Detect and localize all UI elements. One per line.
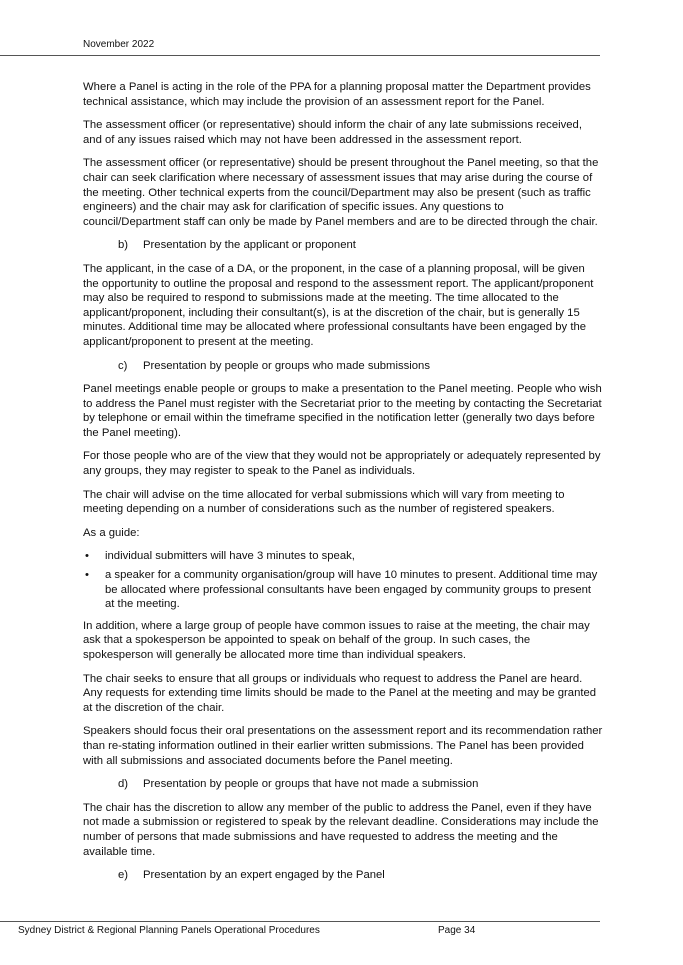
- bullet-icon: •: [85, 550, 89, 563]
- paragraph: The assessment officer (or representative) should inform the chair of any late submissions received, and of any issues raised which may not have been addressed in the assessment report.: [83, 119, 582, 146]
- paragraph: In addition, where a large group of people have common issues to raise at the meeting, the chair may ask that a spokesperson be appointed to speak on behalf of the group. In such cases, the spokesperson will generally be allocated more time than individual speakers.: [83, 619, 590, 661]
- header-date: November 2022: [83, 39, 155, 50]
- bullet-icon: •: [85, 569, 89, 582]
- document-body: [83, 80, 603, 892]
- subheading-letter: d): [118, 778, 129, 791]
- paragraph: For those people who are of the view that they would not be appropriately or adequately represented by any groups, they may register to speak to the Panel as individuals.: [83, 450, 601, 478]
- paragraph: The chair will advise on the time allocated for verbal submissions which will vary from meeting to meeting depending on a number of considerations such as the number of registered speakers.: [83, 488, 565, 516]
- subheading-text: Presentation by people or groups that have not made a submission: [143, 778, 479, 791]
- subheading-b: [83, 238, 603, 253]
- footer-title: Sydney District & Regional Planning Panels Operational Procedures: [18, 925, 320, 936]
- subheading-text: Presentation by people or groups who made submissions: [143, 359, 430, 372]
- paragraph: The assessment officer (or representative) should be present throughout the Panel meeting, so that the chair can seek clarification where necessary of assessment issues that may arise during the course of the meeting. Other technical experts from the council/Department may also be present (such as traffic engineers) and the chair may ask for clarification of specific issues. Any questions to council/Department staff can only be made by Panel members and are to be directed through the chair.: [83, 157, 599, 228]
- header-divider: [0, 55, 600, 56]
- list-item: [83, 568, 603, 612]
- paragraph: The chair seeks to ensure that all groups or individuals who request to address the Panel are heard. Any requests for extending time limits should be made to the Panel at the meeting and may be granted at the discretion of the chair.: [83, 672, 597, 714]
- paragraph: Speakers should focus their oral presentations on the assessment report and its recommendation rather than re-stating information outlined in their earlier written submissions. The Panel has been provided with all submissions and associated documents before the Panel meeting.: [83, 725, 603, 767]
- paragraph: As a guide:: [83, 526, 140, 539]
- list-item-text: a speaker for a community organisation/group will have 10 minutes to present. Additional time may be allocated where professional consultants have been engaged by community groups to present at the meeting.: [105, 569, 598, 611]
- subheading-text: Presentation by the applicant or proponent: [143, 239, 356, 252]
- list-item: [83, 549, 603, 564]
- list-item-text: individual submitters will have 3 minutes to speak,: [105, 550, 355, 563]
- footer-divider: [0, 921, 600, 922]
- paragraph: The applicant, in the case of a DA, or the proponent, in the case of a planning proposal, will be given the opportunity to outline the proposal and respond to the assessment report. The applicant/proponent may also be required to respond to submissions made at the meeting. The time allocated to the applicant/proponent, including their consultant(s), is at the discretion of the chair, but is generally 15 minutes. Additional time may be allocated where professional consultants have been engaged by the applicant/proponent to present at the meeting.: [83, 262, 594, 348]
- subheading-e: [83, 868, 603, 883]
- subheading-text: Presentation by an expert engaged by the Panel: [143, 869, 385, 882]
- subheading-c: [83, 359, 603, 374]
- paragraph: Panel meetings enable people or groups to make a presentation to the Panel meeting. People who wish to address the Panel must register with the Secretariat prior to the meeting by contacting the Secretariat by telephone or email within the timeframe specified in the notification letter (generally two days before the Panel meeting).: [83, 383, 602, 439]
- subheading-letter: e): [118, 869, 129, 882]
- paragraph: The chair has the discretion to allow any member of the public to address the Panel, even if they have not made a submission or registered to speak by the relevant deadline. Considerations may include the number of persons that made submissions and have requested to address the meeting and the available time.: [83, 801, 599, 858]
- page-number: Page 34: [438, 925, 476, 936]
- subheading-letter: b): [118, 239, 129, 252]
- bullet-list: [83, 549, 603, 611]
- paragraph: Where a Panel is acting in the role of the PPA for a planning proposal matter the Department provides technical assistance, which may include the provision of an assessment report for the Panel.: [83, 81, 591, 108]
- subheading-d: [83, 777, 603, 792]
- subheading-letter: c): [118, 359, 128, 372]
